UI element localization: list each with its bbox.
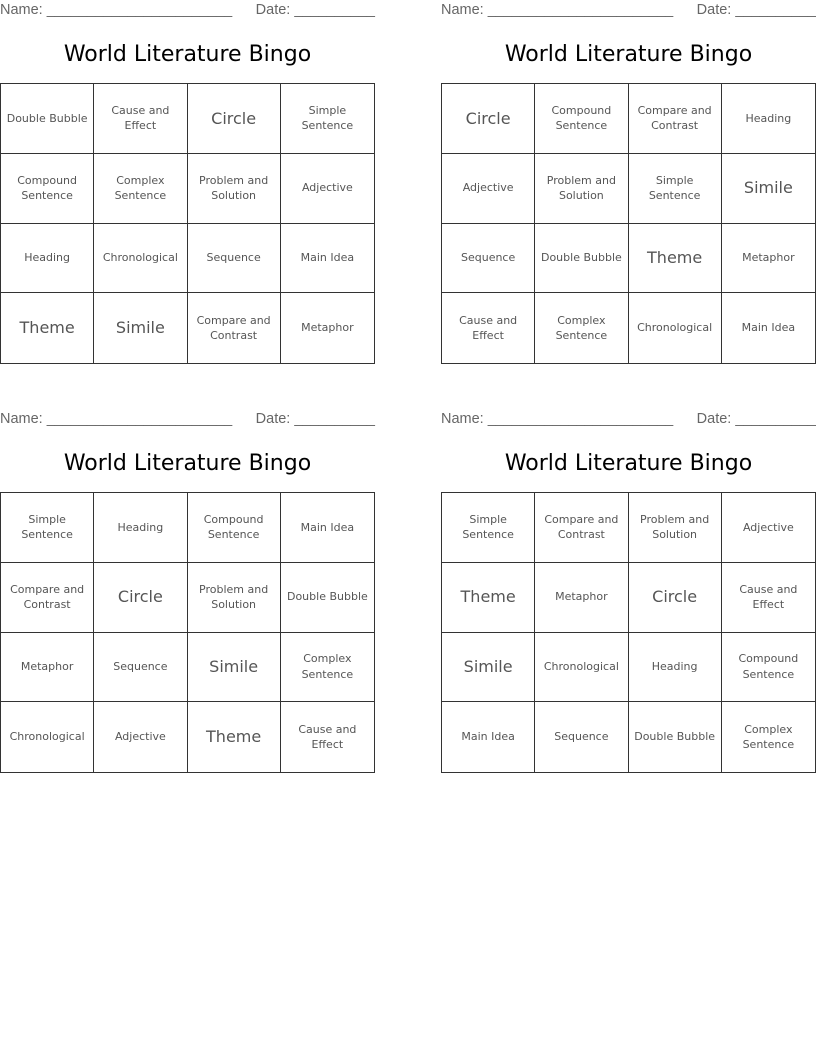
bingo-cell: Main Idea: [741, 321, 796, 335]
bingo-cell: Metaphor: [722, 224, 815, 294]
bingo-cell: Simile: [188, 633, 281, 703]
card-title: World Literature Bingo: [504, 451, 753, 476]
bingo-cell: Compound Sentence: [722, 633, 815, 703]
bingo-cell: Heading: [1, 224, 94, 294]
bingo-cell: Adjective: [281, 154, 374, 224]
bingo-cell: Compound Sentence: [1, 154, 94, 224]
bingo-cell: Double Bubble: [535, 224, 628, 294]
name-date-line: [441, 0, 816, 20]
bingo-card-3: [0, 409, 375, 773]
name-date-line: [0, 0, 375, 20]
name-date-line: [0, 409, 375, 429]
bingo-cell: Adjective: [94, 702, 187, 772]
bingo-cell: Adjective: [442, 154, 535, 224]
bingo-cell: Cause and Effect: [298, 722, 357, 752]
bingo-cell: Cause and Effect: [442, 293, 535, 363]
bingo-cell: Cause and Effect: [94, 84, 187, 154]
bingo-cell: Cause and Effect: [722, 563, 815, 633]
bingo-cell: Problem and Solution: [188, 154, 281, 224]
bingo-cell: Theme: [442, 563, 535, 633]
bingo-cell: Compare and Contrast: [188, 293, 281, 363]
bingo-cell: Sequence: [188, 224, 281, 294]
bingo-cell: Theme: [1, 293, 94, 363]
bingo-cell: Circle: [629, 563, 722, 633]
bingo-card-1: [0, 0, 375, 364]
bingo-cell: Compound Sentence: [188, 493, 281, 563]
bingo-cell: Problem and Solution: [535, 154, 628, 224]
card-title: World Literature Bingo: [63, 42, 312, 67]
bingo-grid: [0, 83, 375, 364]
bingo-cell: Double Bubble: [629, 702, 722, 772]
bingo-cell: Theme: [629, 224, 722, 294]
bingo-cell: Chronological: [629, 293, 722, 363]
bingo-cell: Simple Sentence: [1, 493, 94, 563]
bingo-cell: Sequence: [442, 224, 535, 294]
bingo-cell: Compare and Contrast: [1, 563, 94, 633]
bingo-cell: Simple Sentence: [281, 84, 374, 154]
name-field[interactable]: Name: _______________________: [441, 411, 674, 427]
bingo-cell: Chronological: [1, 702, 94, 772]
bingo-grid: [0, 492, 375, 773]
bingo-grid: [441, 492, 816, 773]
bingo-card-4: [441, 409, 816, 773]
bingo-cell: Complex Sentence: [94, 154, 187, 224]
bingo-card-2: [441, 0, 816, 364]
date-field[interactable]: Date: __________: [255, 411, 375, 427]
bingo-cell: Circle: [94, 563, 187, 633]
bingo-cell: Circle: [188, 84, 281, 154]
bingo-cell: Chronological: [535, 633, 628, 703]
bingo-cell: Main Idea: [281, 224, 374, 294]
bingo-cell: Heading: [629, 633, 722, 703]
bingo-cell: Chronological: [94, 224, 187, 294]
bingo-cell: Simile: [94, 293, 187, 363]
bingo-cell: Circle: [442, 84, 535, 154]
bingo-cell: Heading: [722, 84, 815, 154]
bingo-cell: Simple Sentence: [442, 493, 535, 563]
date-field[interactable]: Date: __________: [696, 411, 816, 427]
name-date-line: [441, 409, 816, 429]
bingo-cell: Simile: [722, 154, 815, 224]
bingo-cell: Heading: [94, 493, 187, 563]
bingo-cell: Metaphor: [535, 563, 628, 633]
bingo-cell: Problem and Solution: [629, 493, 722, 563]
date-field[interactable]: Date: __________: [255, 2, 375, 18]
bingo-cell: Compare and Contrast: [629, 84, 722, 154]
bingo-cell: Adjective: [722, 493, 815, 563]
date-field[interactable]: Date: __________: [696, 2, 816, 18]
bingo-cell: Theme: [188, 702, 281, 772]
bingo-cell: Sequence: [94, 633, 187, 703]
bingo-cell: Double Bubble: [281, 563, 374, 633]
name-field[interactable]: Name: _______________________: [0, 411, 233, 427]
bingo-cell: Double Bubble: [1, 84, 94, 154]
bingo-cell: Metaphor: [1, 633, 94, 703]
bingo-cell: Main Idea: [442, 702, 535, 772]
bingo-cell: Simple Sentence: [629, 154, 722, 224]
name-field[interactable]: Name: _______________________: [441, 2, 674, 18]
bingo-cell: Compare and Contrast: [535, 493, 628, 563]
bingo-cell: Problem and Solution: [188, 563, 281, 633]
bingo-cell: Sequence: [535, 702, 628, 772]
card-title: World Literature Bingo: [63, 451, 312, 476]
card-title: World Literature Bingo: [504, 42, 753, 67]
bingo-cell: Complex Sentence: [281, 633, 374, 703]
name-field[interactable]: Name: _______________________: [0, 2, 233, 18]
bingo-grid: [441, 83, 816, 364]
bingo-cell: Complex Sentence: [742, 722, 795, 752]
bingo-cell: Compound Sentence: [535, 84, 628, 154]
bingo-cell: Complex Sentence: [535, 293, 628, 363]
bingo-cell: Metaphor: [301, 321, 354, 335]
bingo-cell: Simile: [442, 633, 535, 703]
bingo-cell: Main Idea: [281, 493, 374, 563]
